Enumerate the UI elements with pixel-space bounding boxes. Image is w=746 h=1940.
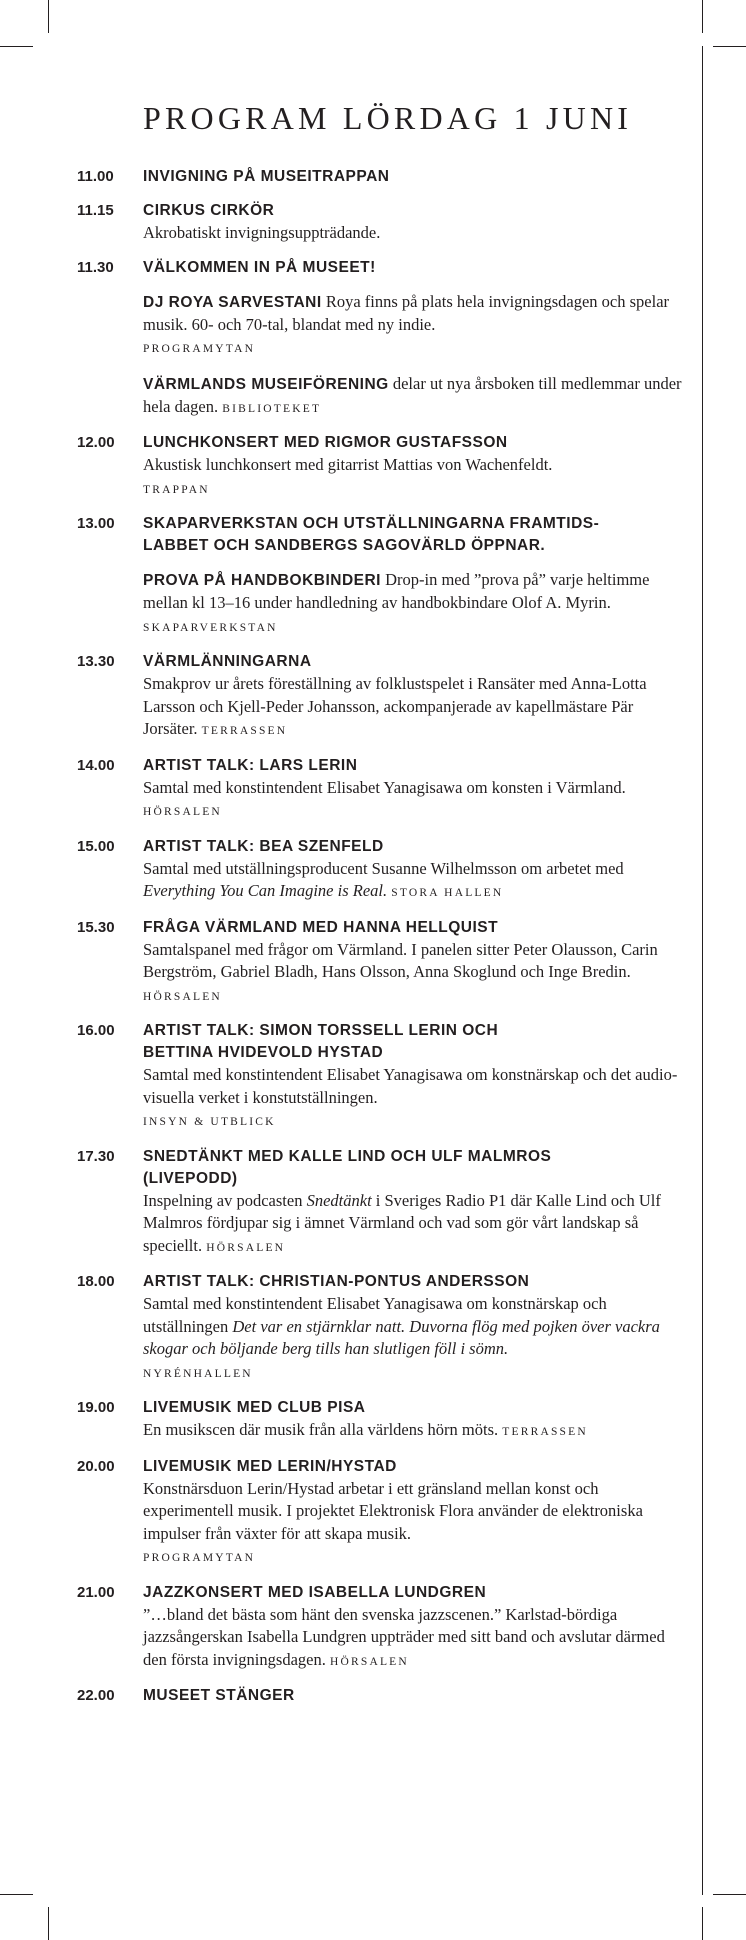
entry-text: Samtal med utställningsproducent Susanne Wilhelmsson om arbetet med: [143, 858, 624, 878]
entry-venue: PROGRAMYTAN: [143, 1552, 256, 1564]
entry-venue: HÖRSALEN: [143, 806, 222, 818]
entry-text: Akustisk lunchkonsert med gitarrist Mattias von Wachenfeldt.: [143, 455, 553, 474]
entry-text: Samtal med konstintendent Elisabet Yanagisawa om konsten i Värmland.: [143, 777, 626, 797]
entry-text: Samtal med konstintendent Elisabet Yanagisawa om konstnärskap och utställningen: [143, 1294, 607, 1336]
entry-heading: [143, 651, 686, 673]
entry-venue: NYRÉNHALLEN: [143, 1367, 253, 1380]
entry-heading: [143, 755, 686, 777]
entry-heading-line: LABBET OCH SANDBERGS SAGOVÄRLD ÖPPNAR.: [143, 537, 546, 554]
entry-description: [143, 1293, 686, 1385]
entry-venue: TERRASSEN: [502, 1426, 588, 1438]
crop-mark-bottom-right: [702, 1907, 703, 1940]
entry-heading: [143, 1146, 686, 1190]
entry-venue: TRAPPAN: [143, 483, 210, 496]
entry-description: [143, 858, 686, 905]
entry-time: 20.00: [77, 1457, 115, 1475]
crop-mark-top-left: [48, 0, 49, 33]
entry-venue: STORA HALLEN: [391, 887, 504, 899]
entry-description: [143, 1604, 686, 1674]
entry-heading: [143, 166, 686, 188]
schedule-entry: [0, 200, 746, 245]
entry-venue: PROGRAMYTAN: [143, 343, 256, 355]
entry-venue: BIBLIOTEKET: [222, 402, 322, 415]
schedule-entry: [0, 755, 746, 824]
entry-heading-line: FRÅGA VÄRMLAND MED HANNA HELLQUIST: [143, 918, 499, 936]
entry-description: [143, 1478, 686, 1570]
entry-heading-line: SKAPARVERKSTAN OCH UTSTÄLLNINGARNA FRAMTIDS-: [143, 515, 600, 532]
schedule-entry: [0, 373, 746, 421]
entry-heading: [143, 513, 686, 557]
entry-text: Samtal med konstintendent Elisabet Yanagisawa om konstnärskap och det audio-visuella verket i konstutställningen.: [143, 1065, 678, 1107]
entry-description: [143, 939, 686, 1009]
entry-time: 13.30: [77, 653, 115, 670]
entry-description: [143, 222, 686, 245]
entry-heading: [143, 1582, 686, 1604]
schedule-entry: [0, 1685, 746, 1707]
entry-venue: TERRASSEN: [201, 725, 288, 737]
entry-time: 11.30: [77, 258, 114, 276]
entry-heading: [143, 836, 686, 858]
schedule-entry: [0, 1456, 746, 1570]
entry-time: 16.00: [77, 1022, 115, 1039]
crop-mark-bottom-left-horizontal: [0, 1894, 33, 1895]
entry-heading-line: ARTIST TALK: LARS LERIN: [143, 756, 358, 774]
entry-text: Konstnärsduon Lerin/Hystad arbetar i ett gränsland mellan konst och experimentell musik. I projektet Elektronisk Flora använder de elektroniska impulser från växter för att skapa musik.: [143, 1478, 643, 1543]
entry-text: delar ut nya årsboken till medlemmar under hela dagen.: [143, 373, 682, 416]
entry-heading: [143, 1397, 686, 1419]
entry-time: 19.00: [77, 1399, 115, 1416]
entry-heading: [143, 917, 686, 939]
entry-description: [143, 777, 686, 824]
entry-time: 11.15: [77, 202, 114, 219]
entry-subitem: [143, 291, 686, 361]
entry-time: 18.00: [77, 1273, 115, 1290]
schedule-entry: [0, 1271, 746, 1385]
entry-description: [143, 454, 686, 501]
entry-text: Inspelning av podcasten: [143, 1190, 307, 1210]
page-title: PROGRAM LÖRDAG 1 JUNI: [143, 100, 633, 136]
schedule-entry: [0, 257, 746, 279]
entry-heading-line: BETTINA HVIDEVOLD HYSTAD: [143, 1044, 384, 1061]
entry-heading: [143, 1271, 686, 1293]
schedule-entry: [0, 917, 746, 1009]
entry-heading-line: ARTIST TALK: SIMON TORSSELL LERIN OCH: [143, 1022, 499, 1039]
entry-venue: INSYN & UTBLICK: [143, 1116, 276, 1128]
crop-mark-bottom-left: [48, 1907, 49, 1940]
schedule-entry: [0, 651, 746, 743]
entry-heading-line: SNEDTÄNKT MED KALLE LIND OCH ULF MALMROS: [143, 1147, 552, 1165]
entry-subitem: [143, 569, 686, 639]
entry-time: 11.00: [77, 168, 114, 185]
entry-heading: [143, 257, 686, 279]
entry-heading-line: CIRKUS CIRKÖR: [143, 202, 275, 219]
entry-heading: [143, 1020, 686, 1064]
entry-heading-line: LIVEMUSIK MED LERIN/HYSTAD: [143, 1457, 397, 1475]
entry-description: [143, 673, 686, 743]
crop-mark-top-left-horizontal: [0, 46, 33, 47]
entry-time: 17.30: [77, 1147, 115, 1165]
schedule-entry: [0, 569, 746, 639]
crop-mark-top-right-horizontal: [713, 46, 746, 47]
entry-heading: [143, 1456, 686, 1478]
entry-time: 12.00: [77, 434, 115, 451]
entry-heading-line: INVIGNING PÅ MUSEITRAPPAN: [143, 168, 390, 185]
entry-time: 15.00: [77, 837, 115, 855]
entry-description: [143, 1064, 686, 1134]
entry-description: [143, 1190, 686, 1260]
entry-lead: DJ ROYA SARVESTANI: [143, 293, 322, 311]
entry-italic-text: Everything You Can Imagine is Real.: [143, 881, 388, 900]
entry-heading-line: VÄRMLÄNNINGARNA: [143, 653, 312, 670]
entry-heading-line: VÄLKOMMEN IN PÅ MUSEET!: [143, 258, 376, 276]
schedule-entry: [0, 1397, 746, 1444]
entry-heading-line: ARTIST TALK: CHRISTIAN-PONTUS ANDERSSON: [143, 1273, 530, 1290]
entry-heading: [143, 432, 686, 454]
entry-heading-line: LIVEMUSIK MED CLUB PISA: [143, 1399, 366, 1416]
entry-subitem: [143, 373, 686, 421]
entry-heading-line: ARTIST TALK: BEA SZENFELD: [143, 837, 384, 855]
entry-italic-text: Snedtänkt: [306, 1190, 372, 1210]
schedule-entry: [0, 291, 746, 361]
schedule-list: [0, 166, 746, 1719]
entry-heading-line: LUNCHKONSERT MED RIGMOR GUSTAFSSON: [143, 434, 508, 451]
entry-lead: VÄRMLANDS MUSEIFÖRENING: [143, 375, 389, 393]
entry-lead: PROVA PÅ HANDBOKBINDERI: [143, 572, 381, 589]
schedule-entry: [0, 1146, 746, 1260]
schedule-entry: [0, 1020, 746, 1134]
entry-text: i Sveriges Radio P1 där Kalle Lind och Ulf Malmros fördjupar sig i ämnet Värmland och vad som gör vårt landskap så speciellt.: [143, 1190, 661, 1255]
schedule-entry: [0, 513, 746, 557]
entry-text: Drop-in med ”prova på” varje heltimme mellan kl 13–16 under handledning av handbokbindare Olof A. Myrin.: [143, 570, 650, 612]
entry-time: 13.00: [77, 515, 115, 532]
entry-time: 22.00: [77, 1687, 115, 1704]
entry-heading-line: JAZZKONSERT MED ISABELLA LUNDGREN: [143, 1583, 487, 1601]
entry-venue: HÖRSALEN: [206, 1241, 286, 1254]
schedule-entry: [0, 166, 746, 188]
entry-venue: SKAPARVERKSTAN: [143, 621, 278, 634]
entry-text: Smakprov ur årets föreställning av folklustspelet i Ransäter med Anna-Lotta Larsson och Kjell-Peder Johansson, ackompanjerade av kapellmästare Pär Jorsäter.: [143, 674, 647, 738]
entry-text: Roya finns på plats hela invigningsdagen och spelar musik. 60- och 70-tal, blandat med ny indie.: [143, 291, 670, 334]
entry-heading-line: MUSEET STÄNGER: [143, 1687, 295, 1704]
entry-heading: [143, 200, 686, 222]
entry-text: En musikscen där musik från alla världens hörn möts.: [143, 1420, 503, 1439]
crop-mark-bottom-right-horizontal: [713, 1894, 746, 1895]
entry-time: 21.00: [77, 1583, 115, 1601]
entry-heading-line: (LIVEPODD): [143, 1169, 238, 1187]
schedule-entry: [0, 432, 746, 501]
entry-italic-text: Det var en stjärnklar natt. Duvorna flög med pojken över vackra skogar och böljande berg tills han slutligen föll i sömn.: [143, 1316, 660, 1358]
entry-text: Samtalspanel med frågor om Värmland. I panelen sitter Peter Olausson, Carin Bergström, Gabriel Bladh, Hans Olsson, Anna Skoglund och Inge Bredin.: [143, 939, 658, 981]
entry-venue: HÖRSALEN: [329, 1655, 409, 1668]
crop-mark-top-right: [702, 0, 703, 33]
entry-time: 15.30: [77, 918, 115, 936]
entry-venue: HÖRSALEN: [143, 990, 222, 1003]
entry-heading: [143, 1685, 686, 1707]
entry-text: ”…bland det bästa som hänt den svenska jazzscenen.” Karlstad-bördiga jazzsångerskan Isabella Lundgren uppträder med sitt band och avslutar därmed den första invigningsdagen.: [143, 1604, 665, 1669]
entry-time: 14.00: [77, 756, 115, 774]
entry-text: Akrobatiskt invigningsuppträdande.: [143, 223, 381, 242]
schedule-entry: [0, 836, 746, 905]
schedule-entry: [0, 1582, 746, 1674]
entry-description: [143, 1419, 686, 1444]
